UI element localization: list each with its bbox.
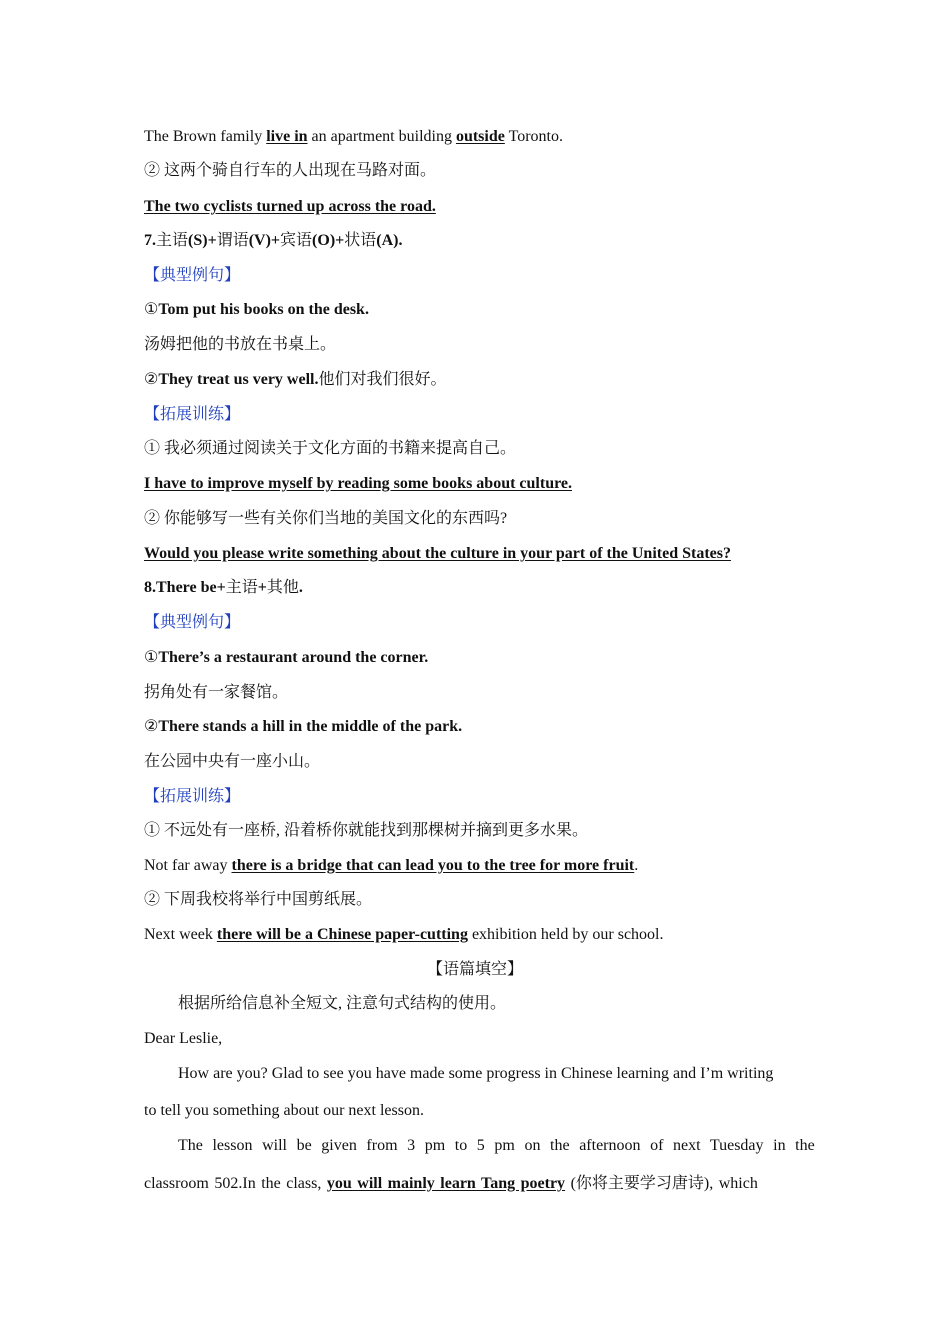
paragraph-line: to tell you something about our next lesson. xyxy=(144,1102,424,1119)
typical-examples-label: 【典型例句】 xyxy=(144,614,241,631)
exercise-question: ② 这两个骑自行车的人出现在马路对面。 xyxy=(144,162,437,179)
section-title: 【语篇填空】 xyxy=(426,961,523,978)
typical-examples-label: 【典型例句】 xyxy=(144,267,241,284)
paragraph-line: classroom 502.In the class, you will mainly learn Tang poetry (你将主要学习唐诗), which xyxy=(144,1175,758,1192)
paragraph-line: How are you? Glad to see you have made some progress in Chinese learning and I’m writing xyxy=(178,1065,774,1082)
exercise-question: ② 下周我校将举行中国剪纸展。 xyxy=(144,891,373,908)
example-translation: 拐角处有一家餐馆。 xyxy=(144,684,289,701)
example-translation: 汤姆把他的书放在书桌上。 xyxy=(144,336,337,353)
exercise-question: ① 不远处有一座桥, 沿着桥你就能找到那棵树并摘到更多水果。 xyxy=(144,822,589,839)
paragraph-line: The lesson will be given from 3 pm to 5 pm on the afternoon of next Tuesday in the xyxy=(178,1137,815,1154)
exercise-answer: The two cyclists turned up across the road. xyxy=(144,198,436,215)
extended-training-label: 【拓展训练】 xyxy=(144,406,241,423)
example-translation: 在公园中央有一座小山。 xyxy=(144,753,321,770)
extended-training-label: 【拓展训练】 xyxy=(144,788,241,805)
example-sentence: ②There stands a hill in the middle of the park. xyxy=(144,718,463,735)
exercise-question: ② 你能够写一些有关你们当地的美国文化的东西吗? xyxy=(144,510,508,527)
section-heading-7: 7.主语(S)+谓语(V)+宾语(O)+状语(A). xyxy=(144,232,403,249)
example-sentence-brown-family: The Brown family live in an apartment building outside Toronto. xyxy=(144,128,563,145)
section-heading-8: 8.There be+主语+其他. xyxy=(144,579,303,596)
exercise-question: ① 我必须通过阅读关于文化方面的书籍来提高自己。 xyxy=(144,440,517,457)
letter-greeting: Dear Leslie, xyxy=(144,1030,223,1047)
exercise-answer: Would you please write something about the culture in your part of the United States? xyxy=(144,545,731,562)
exercise-answer: Next week there will be a Chinese paper-cutting exhibition held by our school. xyxy=(144,926,664,943)
instruction-text: 根据所给信息补全短文, 注意句式结构的使用。 xyxy=(178,995,507,1012)
exercise-answer: I have to improve myself by reading some books about culture. xyxy=(144,475,573,492)
example-sentence: ②They treat us very well.他们对我们很好。 xyxy=(144,371,447,388)
example-sentence: ①There’s a restaurant around the corner. xyxy=(144,649,429,666)
exercise-answer: Not far away there is a bridge that can lead you to the tree for more fruit. xyxy=(144,857,639,874)
example-sentence: ①Tom put his books on the desk. xyxy=(144,301,369,318)
